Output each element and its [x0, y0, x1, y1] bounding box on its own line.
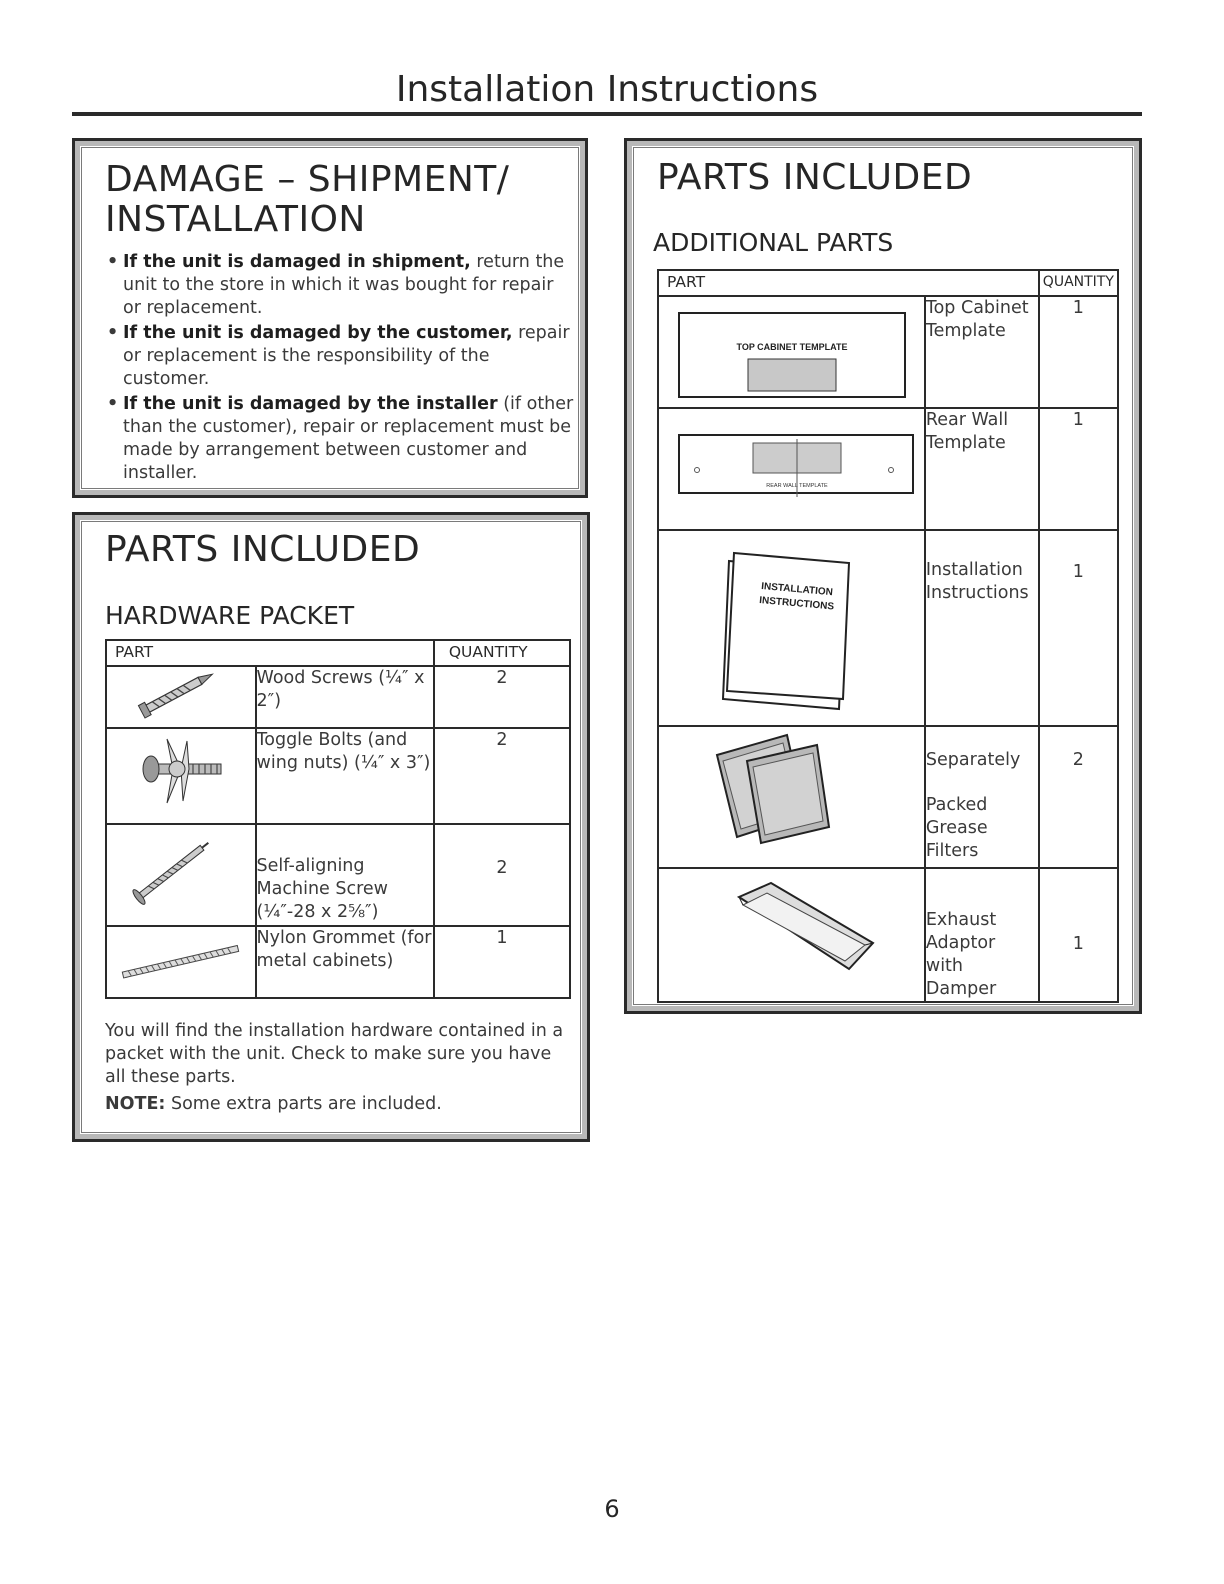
note-body: Some extra parts are included.	[165, 1094, 442, 1114]
booklet-text-line1: INSTALLATION	[760, 581, 834, 599]
col-header-part: PART	[106, 640, 434, 666]
damage-heading-line1: DAMAGE – SHIPMENT/	[105, 159, 510, 200]
part-quantity: 2	[434, 728, 570, 824]
additional-subheading: ADDITIONAL PARTS	[653, 228, 894, 257]
damage-bullet: • If the unit is damaged by the customer, repair or replacement is the responsibility of the customer.	[105, 322, 575, 391]
table-row	[658, 726, 1118, 868]
additional-heading: PARTS INCLUDED	[657, 157, 973, 198]
table-row	[658, 868, 1118, 1002]
table-row	[658, 408, 1118, 530]
machine-screw-icon	[106, 824, 256, 926]
hardware-note	[105, 1020, 565, 1116]
page-title: Installation Instructions	[72, 68, 1142, 116]
part-label: Top Cabinet Template	[925, 296, 1039, 408]
table-row	[106, 824, 570, 926]
part-quantity: 1	[1039, 408, 1118, 530]
part-quantity: 2	[434, 824, 570, 926]
additional-parts-panel	[624, 138, 1142, 1014]
rear-template-text: REAR WALL TEMPLATE	[766, 483, 828, 489]
top-template-text: TOP CABINET TEMPLATE	[736, 342, 848, 352]
exhaust-adaptor-icon	[658, 868, 925, 1002]
additional-parts-table	[657, 269, 1119, 1003]
part-quantity: 1	[1039, 296, 1118, 408]
top-cabinet-template-icon	[658, 296, 925, 408]
wood-screw-icon	[106, 666, 256, 728]
hardware-note-text: You will find the installation hardware contained in a packet with the unit. Check to make sure you have all these parts.	[105, 1021, 564, 1087]
hardware-panel	[72, 512, 590, 1142]
part-quantity: 1	[1039, 868, 1118, 1002]
hardware-parts-table	[105, 639, 571, 999]
damage-panel	[72, 138, 588, 498]
damage-bullet: • If the unit is damaged in shipment, return the unit to the store in which it was bought for repair or replacement.	[105, 251, 575, 320]
table-row	[658, 296, 1118, 408]
part-label-line1: Separately	[925, 750, 1021, 770]
damage-bullet: • If the unit is damaged by the installer (if other than the customer), repair or replacement must be made by arrangement between customer and installer.	[105, 393, 575, 485]
part-label: Self-aligning Machine Screw (¼″-28 x 2⅝″)	[256, 824, 434, 926]
note-label: NOTE:	[105, 1094, 166, 1114]
table-row	[106, 728, 570, 824]
rear-wall-template-icon	[658, 408, 925, 530]
part-label: Rear Wall Template	[925, 408, 1039, 530]
damage-heading-line2: INSTALLATION	[105, 199, 366, 240]
toggle-bolt-icon	[106, 728, 256, 824]
col-header-quantity: QUANTITY	[1039, 270, 1118, 296]
part-label	[925, 726, 1039, 868]
part-label: Toggle Bolts (and wing nuts) (¼″ x 3″)	[256, 728, 434, 824]
part-label: Exhaust Adaptor with Damper	[925, 868, 1039, 1002]
hardware-heading: PARTS INCLUDED	[105, 529, 421, 570]
part-quantity: 2	[434, 666, 570, 728]
table-row	[106, 666, 570, 728]
part-label-line2: Packed Grease Filters	[925, 795, 988, 861]
part-quantity: 2	[1039, 726, 1118, 868]
part-label: Nylon Grommet (for metal cabinets)	[256, 926, 434, 998]
installation-booklet-icon	[658, 530, 925, 726]
hardware-subheading: HARDWARE PACKET	[105, 601, 355, 630]
table-row	[658, 530, 1118, 726]
grease-filter-icon	[658, 726, 925, 868]
damage-bullet-list	[105, 251, 575, 487]
part-label: Wood Screws (¼″ x 2″)	[256, 666, 434, 728]
part-quantity: 1	[434, 926, 570, 998]
part-quantity: 1	[1039, 530, 1118, 726]
nylon-grommet-icon	[106, 926, 256, 998]
table-row	[106, 926, 570, 998]
col-header-part: PART	[658, 270, 1039, 296]
part-label: Installation Instructions	[925, 530, 1039, 726]
booklet-text-line2: INSTRUCTIONS	[758, 595, 835, 613]
col-header-quantity: QUANTITY	[434, 640, 570, 666]
page-number: 6	[604, 1495, 620, 1523]
